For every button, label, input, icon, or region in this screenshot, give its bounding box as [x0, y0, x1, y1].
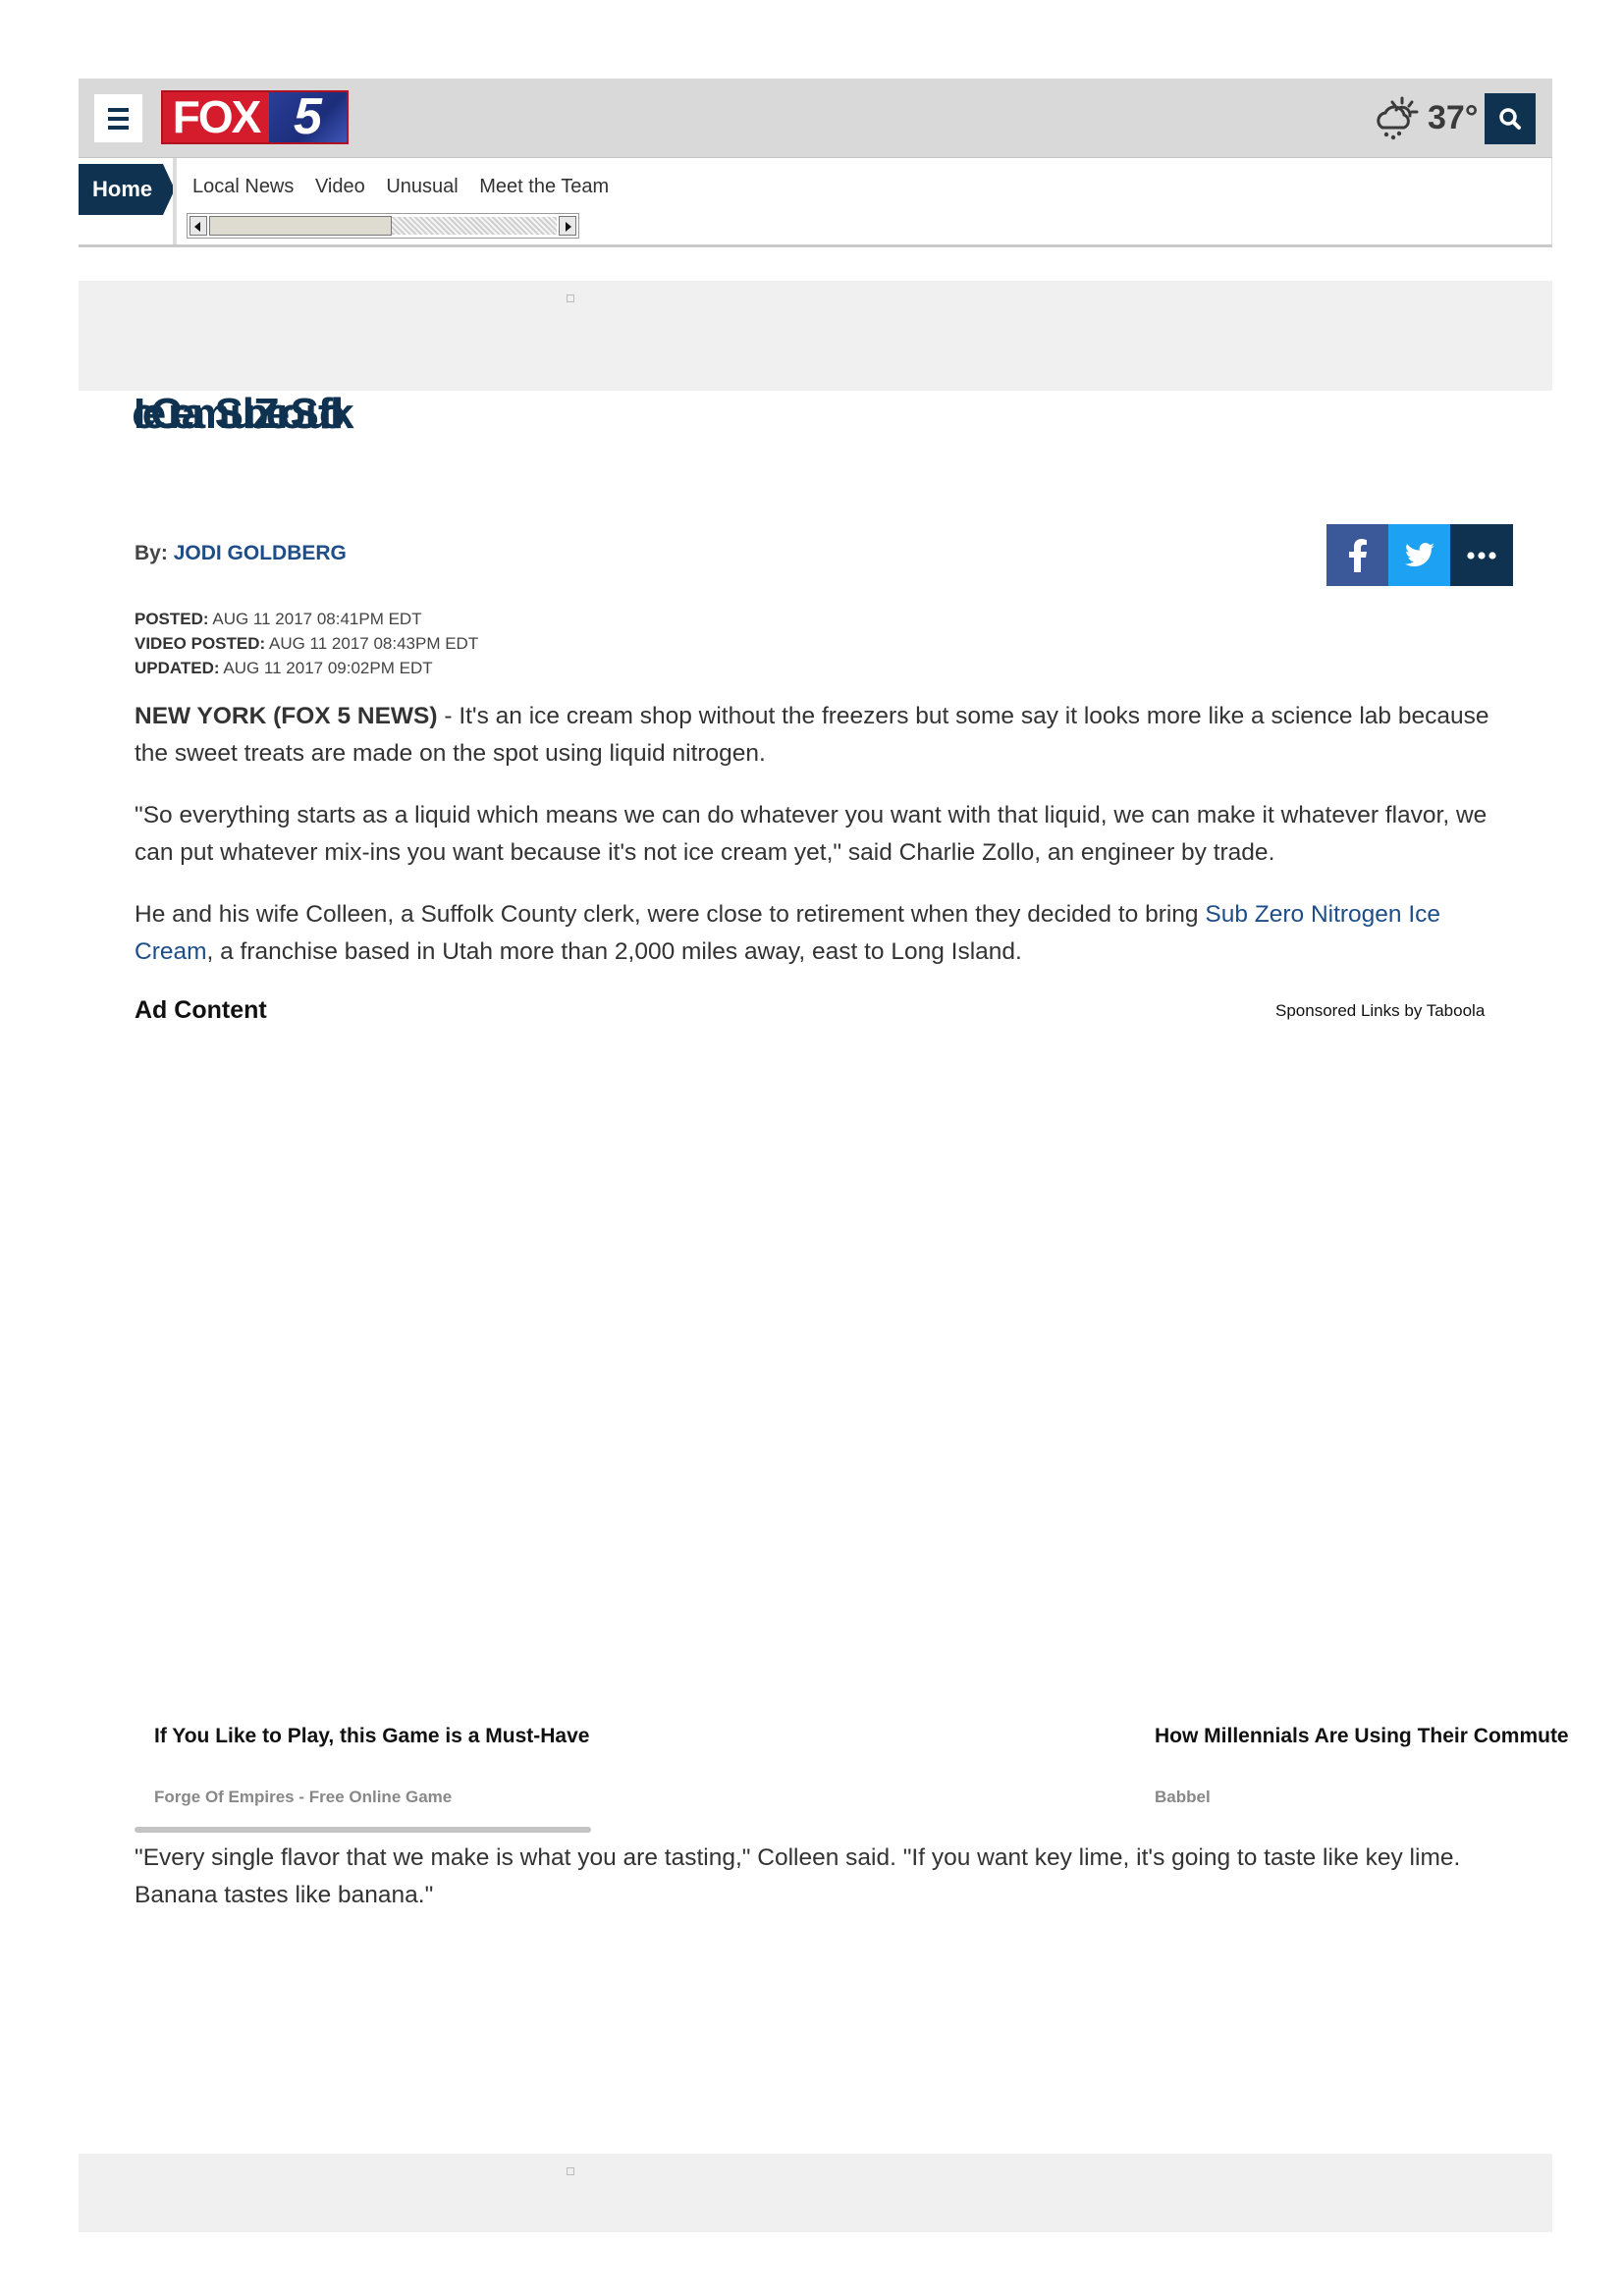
- byline-prefix: By:: [135, 542, 168, 564]
- facebook-share-icon[interactable]: [1326, 524, 1388, 586]
- video-posted-value: AUG 11 2017 08:43PM EDT: [268, 634, 479, 653]
- posted-date: [135, 607, 478, 631]
- more-share-options-icon[interactable]: [1450, 524, 1513, 586]
- sponsored-item-source: Forge Of Empires - Free Online Game: [154, 1788, 453, 1806]
- updated-label: UPDATED:: [135, 659, 220, 677]
- logo-fox-text: FOX: [163, 92, 269, 142]
- nav-item-meet-the-team[interactable]: Meet the Team: [479, 176, 610, 197]
- scroll-left-arrow-icon[interactable]: [189, 216, 207, 236]
- updated-date: [135, 656, 478, 680]
- ad-placeholder-marker: [567, 294, 574, 302]
- weather-widget[interactable]: [1373, 92, 1478, 143]
- article-headline: [134, 390, 341, 449]
- nav-home-tab[interactable]: Home: [79, 164, 163, 215]
- article-dates: [135, 607, 478, 680]
- search-icon[interactable]: [1485, 93, 1536, 144]
- video-posted-date: [135, 631, 478, 656]
- article-paragraph-3: [135, 896, 1489, 971]
- taboola-attribution-link[interactable]: Sponsored Links by Taboola: [1275, 1001, 1486, 1020]
- nav-scrollbar[interactable]: [187, 213, 579, 239]
- site-header: [79, 79, 1552, 158]
- nav-items: [192, 176, 610, 205]
- byline: [135, 542, 347, 565]
- nav-item-local-news[interactable]: Local News: [192, 176, 295, 197]
- temperature: 37°: [1428, 98, 1479, 136]
- twitter-share-icon[interactable]: [1388, 524, 1450, 586]
- main-nav: [79, 158, 1552, 247]
- paragraph-3-text-after: , a franchise based in Utah more than 2,000 miles away, east to Long Island.: [206, 938, 1022, 965]
- sponsored-item-title[interactable]: If You Like to Play, this Game is a Must-Have: [154, 1725, 590, 1747]
- sub-zero-link[interactable]: Sub Zero Nitrogen Ice Cream: [135, 901, 1441, 965]
- headline-text: Ice Cream Sub Zero Suffolk: [134, 390, 341, 438]
- author-link[interactable]: JODI GOLDBERG: [173, 542, 347, 564]
- posted-value: AUG 11 2017 08:41PM EDT: [212, 610, 422, 628]
- scrollbar-thumb[interactable]: [209, 216, 392, 236]
- paragraph-1-text: - It's an ice cream shop without the freezers but some say it looks more like a science lab because the sweet treats are made on the spot using liquid nitrogen.: [135, 703, 1489, 767]
- nav-item-video[interactable]: Video: [314, 176, 365, 197]
- video-posted-label: VIDEO POSTED:: [135, 634, 266, 653]
- share-buttons: [1326, 524, 1513, 586]
- ad-placeholder-marker: [567, 2167, 574, 2175]
- article-paragraph-1: [135, 698, 1489, 773]
- nav-divider: [173, 158, 177, 244]
- sponsored-item-source: Babbel: [1155, 1788, 1211, 1806]
- bottom-ad-slot: [79, 2154, 1552, 2232]
- posted-label: POSTED:: [135, 610, 209, 628]
- partly-sunny-rain-icon: [1373, 95, 1422, 140]
- dateline: NEW YORK (FOX 5 NEWS): [135, 703, 438, 729]
- logo-number: 5: [269, 92, 347, 142]
- paragraph-3-text-before: He and his wife Colleen, a Suffolk County clerk, were close to retirement when they decided to bring: [135, 901, 1206, 928]
- scroll-right-arrow-icon[interactable]: [559, 216, 576, 236]
- nav-item-unusual[interactable]: Unusual: [386, 176, 459, 197]
- top-ad-slot: [79, 281, 1552, 391]
- sponsored-scroll-indicator[interactable]: [135, 1827, 591, 1833]
- updated-value: AUG 11 2017 09:02PM EDT: [223, 659, 433, 677]
- article-paragraph-4: "Every single flavor that we make is what you are tasting," Colleen said. "If you want key lime, it's going to taste like key lime. Banana tastes like banana.": [135, 1844, 1461, 1908]
- ad-content-heading: Ad Content: [135, 996, 267, 1024]
- hamburger-menu-icon[interactable]: [94, 94, 142, 142]
- article-paragraph-2: "So everything starts as a liquid which means we can do whatever you want with that liquid, we can make it whatever flavor, we can put whatever mix-ins you want because it's not ice cream yet," said Charlie Zollo, an engineer by trade.: [135, 802, 1488, 866]
- fox5-logo[interactable]: [161, 90, 349, 144]
- sponsored-item-title[interactable]: How Millennials Are Using Their Commute: [1155, 1725, 1569, 1747]
